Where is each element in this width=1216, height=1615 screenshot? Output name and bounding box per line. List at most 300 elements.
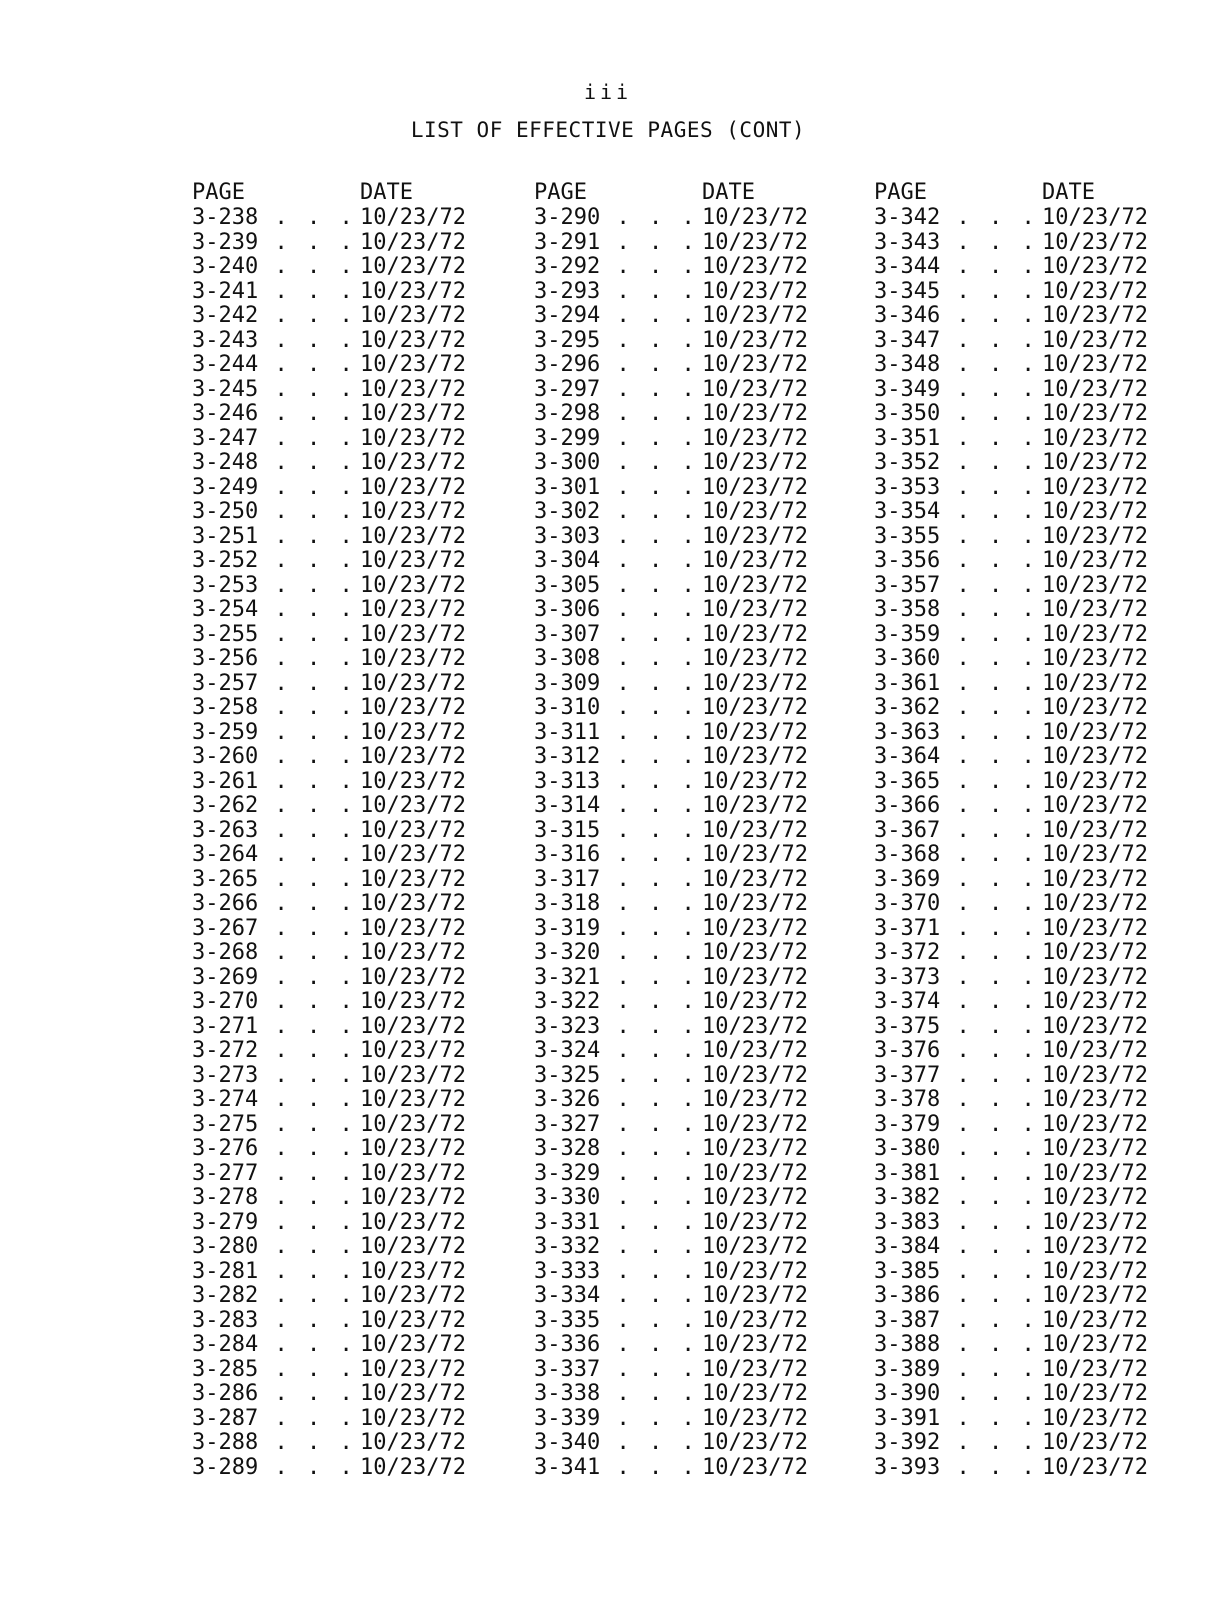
date-cell: 10/23/72 [360,1160,466,1186]
page-cell [534,500,702,525]
date-cell: 10/23/72 [1042,646,1148,671]
dot-leader: . . . [940,1111,1038,1137]
page-cell [874,1260,1042,1285]
date-cell: 10/23/72 [360,621,466,647]
date-cell: 10/23/72 [1042,303,1148,328]
table-row [192,1235,532,1260]
date-header: DATE [1042,180,1095,205]
page-cell [874,255,1042,280]
page-cell [534,1260,702,1285]
dot-leader: . . . [258,499,356,524]
date-cell: 10/23/72 [1042,1111,1148,1137]
page-cell [192,1333,360,1358]
dot-leader: . . . [258,548,356,573]
page-number-text: 3-277 [192,1160,259,1186]
page-cell [192,476,360,501]
dot-leader: . . . [258,670,356,696]
date-cell: 10/23/72 [702,1087,808,1112]
table-row [192,574,532,599]
page-cell [534,1358,702,1383]
dot-leader: . . . [258,229,356,255]
table-row [534,770,874,795]
page-cell [874,206,1042,231]
page-number-text: 3-261 [192,768,259,794]
dot-leader: . . . [600,695,698,720]
page-header: PAGE [874,180,927,205]
pages-column-1 [192,176,532,1480]
page-number-text: 3-332 [534,1234,601,1259]
table-row [874,402,1214,427]
table-row [874,280,1214,305]
table-row [534,1186,874,1211]
page-number-text: 3-301 [534,474,601,500]
date-cell: 10/23/72 [702,1307,808,1333]
table-row [534,1015,874,1040]
table-row [192,843,532,868]
table-row [874,770,1214,795]
dot-leader: . . . [600,1332,698,1357]
table-row [534,1260,874,1285]
page-cell [874,745,1042,770]
page-cell [534,623,702,648]
table-row [534,745,874,770]
dot-leader: . . . [258,572,356,598]
page-cell [534,770,702,795]
dot-leader: . . . [940,1454,1038,1480]
dot-leader: . . . [940,474,1038,500]
dot-leader: . . . [258,940,356,965]
dot-leader: . . . [940,1258,1038,1284]
table-row [192,721,532,746]
dot-leader: . . . [258,842,356,867]
dot-leader: . . . [940,768,1038,794]
date-cell: 10/23/72 [702,1111,808,1137]
page-number-text: 3-263 [192,817,259,843]
dot-leader: . . . [940,1381,1038,1406]
page-number-text: 3-308 [534,646,601,671]
page-number-text: 3-361 [874,670,941,696]
date-cell: 10/23/72 [702,842,808,867]
page-cell [192,794,360,819]
date-cell: 10/23/72 [360,989,466,1014]
table-row [874,1235,1214,1260]
page-cell [192,525,360,550]
dot-leader: . . . [940,1332,1038,1357]
dot-leader: . . . [258,744,356,769]
page-cell [192,574,360,599]
page-cell [874,329,1042,354]
page-number-text: 3-386 [874,1283,941,1308]
dot-leader: . . . [258,1381,356,1406]
page-number-text: 3-297 [534,376,601,402]
table-row [874,1358,1214,1383]
page-number-text: 3-333 [534,1258,601,1284]
page-cell [874,1088,1042,1113]
dot-leader: . . . [940,1038,1038,1063]
date-cell: 10/23/72 [1042,327,1148,353]
page-cell [534,525,702,550]
dot-leader: . . . [258,523,356,549]
page-number-text: 3-372 [874,940,941,965]
page-cell [192,1186,360,1211]
page-number-text: 3-245 [192,376,259,402]
date-cell: 10/23/72 [702,915,808,941]
page-number-text: 3-287 [192,1405,259,1431]
page-number-text: 3-266 [192,891,259,916]
table-row [874,1211,1214,1236]
dot-leader: . . . [940,621,1038,647]
dot-leader: . . . [258,303,356,328]
table-row [534,1456,874,1481]
date-cell: 10/23/72 [360,842,466,867]
dot-leader: . . . [258,768,356,794]
dot-leader: . . . [940,793,1038,818]
date-cell: 10/23/72 [1042,278,1148,304]
page-number-text: 3-392 [874,1430,941,1455]
page-number-text: 3-272 [192,1038,259,1063]
page-cell [534,280,702,305]
date-cell: 10/23/72 [702,621,808,647]
dot-leader: . . . [940,1405,1038,1431]
page-number-text: 3-290 [534,205,601,230]
table-row [192,647,532,672]
dot-leader: . . . [940,670,1038,696]
date-cell: 10/23/72 [702,1209,808,1235]
table-row [192,549,532,574]
page-cell [192,696,360,721]
date-cell: 10/23/72 [360,1136,466,1161]
page-cell [192,1309,360,1334]
date-cell: 10/23/72 [360,450,466,475]
date-cell: 10/23/72 [702,1062,808,1088]
dot-leader: . . . [600,744,698,769]
date-cell: 10/23/72 [360,915,466,941]
date-cell: 10/23/72 [1042,964,1148,990]
date-cell: 10/23/72 [1042,1136,1148,1161]
page-cell [534,1407,702,1432]
page-number-text: 3-347 [874,327,941,353]
date-cell: 10/23/72 [1042,597,1148,622]
date-cell: 10/23/72 [360,964,466,990]
page-cell [874,941,1042,966]
table-row [192,1333,532,1358]
page-number-text: 3-260 [192,744,259,769]
date-cell: 10/23/72 [702,548,808,573]
page-number-text: 3-284 [192,1332,259,1357]
table-row [192,329,532,354]
table-row [534,819,874,844]
dot-leader: . . . [600,1258,698,1284]
page-cell [534,1211,702,1236]
table-row [192,280,532,305]
page-number-text: 3-340 [534,1430,601,1455]
page-number-text: 3-382 [874,1185,941,1210]
page-cell [534,745,702,770]
page-header: PAGE [192,180,245,205]
dot-leader: . . . [940,695,1038,720]
date-cell: 10/23/72 [1042,621,1148,647]
page-number-text: 3-365 [874,768,941,794]
dot-leader: . . . [600,1160,698,1186]
dot-leader: . . . [940,1356,1038,1382]
page-cell [874,304,1042,329]
dot-leader: . . . [600,670,698,696]
dot-leader: . . . [600,376,698,402]
date-cell: 10/23/72 [360,940,466,965]
dot-leader: . . . [258,646,356,671]
dot-leader: . . . [940,205,1038,230]
page-number-text: 3-378 [874,1087,941,1112]
table-row [874,794,1214,819]
dot-leader: . . . [600,1307,698,1333]
page-number-text: 3-315 [534,817,601,843]
page-cell [192,892,360,917]
table-row [874,647,1214,672]
table-row [192,353,532,378]
dot-leader: . . . [258,695,356,720]
page-cell [874,231,1042,256]
page-cell [534,794,702,819]
page-number-text: 3-270 [192,989,259,1014]
table-row [874,990,1214,1015]
date-cell: 10/23/72 [702,523,808,549]
date-cell: 10/23/72 [702,303,808,328]
date-cell: 10/23/72 [702,1258,808,1284]
page-number-text: 3-283 [192,1307,259,1333]
table-row [192,206,532,231]
page-number-text: 3-285 [192,1356,259,1382]
dot-leader: . . . [600,572,698,598]
page-cell [192,990,360,1015]
dot-leader: . . . [940,915,1038,941]
date-cell: 10/23/72 [1042,915,1148,941]
date-cell: 10/23/72 [702,1405,808,1431]
page-number-text: 3-286 [192,1381,259,1406]
page-number-text: 3-342 [874,205,941,230]
page-cell [534,378,702,403]
page-cell [874,280,1042,305]
page-number-text: 3-323 [534,1013,601,1039]
table-row [534,451,874,476]
page-number-text: 3-264 [192,842,259,867]
page-number-text: 3-289 [192,1454,259,1480]
table-row [874,941,1214,966]
page-number-text: 3-295 [534,327,601,353]
page-cell [874,1211,1042,1236]
page-cell [874,868,1042,893]
date-cell: 10/23/72 [1042,940,1148,965]
page-number-text: 3-329 [534,1160,601,1186]
page-cell [534,1088,702,1113]
table-row [534,353,874,378]
page-cell [874,1113,1042,1138]
page-number-text: 3-374 [874,989,941,1014]
page-number-text: 3-348 [874,352,941,377]
page-number-text: 3-337 [534,1356,601,1382]
page-cell [534,1039,702,1064]
page-cell [874,770,1042,795]
date-cell: 10/23/72 [702,205,808,230]
page-number-text: 3-255 [192,621,259,647]
date-cell: 10/23/72 [1042,1013,1148,1039]
dot-leader: . . . [940,1430,1038,1455]
table-row [192,525,532,550]
table-row [192,1064,532,1089]
page-cell [534,843,702,868]
dot-leader: . . . [258,1307,356,1333]
dot-leader: . . . [258,401,356,426]
page-number-text: 3-317 [534,866,601,892]
table-row [534,206,874,231]
page-cell [534,917,702,942]
date-cell: 10/23/72 [360,1283,466,1308]
page-number-text: 3-388 [874,1332,941,1357]
date-cell: 10/23/72 [1042,499,1148,524]
page-cell [874,476,1042,501]
page-cell [874,819,1042,844]
dot-leader: . . . [600,964,698,990]
dot-leader: . . . [940,1307,1038,1333]
page-number-text: 3-244 [192,352,259,377]
date-cell: 10/23/72 [1042,229,1148,255]
table-row [874,1064,1214,1089]
table-row [874,574,1214,599]
page-number-text: 3-307 [534,621,601,647]
table-row [192,451,532,476]
dot-leader: . . . [600,817,698,843]
dot-leader: . . . [258,793,356,818]
date-cell: 10/23/72 [702,278,808,304]
page-cell [192,1137,360,1162]
dot-leader: . . . [940,401,1038,426]
date-cell: 10/23/72 [360,695,466,720]
page-cell [192,917,360,942]
table-row [534,500,874,525]
dot-leader: . . . [940,646,1038,671]
page-cell [874,917,1042,942]
table-row [874,819,1214,844]
table-row [874,1260,1214,1285]
table-row [534,721,874,746]
page-number-text: 3-343 [874,229,941,255]
page-number-text: 3-265 [192,866,259,892]
dot-leader: . . . [940,376,1038,402]
page-cell [192,672,360,697]
page-cell [874,1333,1042,1358]
page-cell [192,623,360,648]
date-cell: 10/23/72 [702,572,808,598]
date-cell: 10/23/72 [1042,572,1148,598]
page-number-text: 3-309 [534,670,601,696]
date-cell: 10/23/72 [360,891,466,916]
page-number-text: 3-390 [874,1381,941,1406]
date-cell: 10/23/72 [360,474,466,500]
dot-leader: . . . [600,254,698,279]
page-number-text: 3-304 [534,548,601,573]
date-cell: 10/23/72 [360,1454,466,1480]
date-cell: 10/23/72 [360,1062,466,1088]
table-row [534,990,874,1015]
page-number-text: 3-328 [534,1136,601,1161]
pages-column-3 [874,176,1214,1480]
page-cell [874,1235,1042,1260]
page-cell [874,1015,1042,1040]
date-cell: 10/23/72 [702,670,808,696]
dot-leader: . . . [258,866,356,892]
page-number-text: 3-376 [874,1038,941,1063]
page-cell [874,696,1042,721]
page-cell [874,1382,1042,1407]
table-row [874,966,1214,991]
page-number-text: 3-291 [534,229,601,255]
dot-leader: . . . [258,1111,356,1137]
table-row [192,672,532,697]
page-number-text: 3-316 [534,842,601,867]
date-cell: 10/23/72 [1042,474,1148,500]
page-cell [192,721,360,746]
dot-leader: . . . [258,817,356,843]
table-row [192,1407,532,1432]
table-row [874,1015,1214,1040]
table-row [192,1431,532,1456]
table-row [534,427,874,452]
page-cell [874,1162,1042,1187]
page-cell [534,598,702,623]
page-cell [534,990,702,1015]
date-cell: 10/23/72 [1042,450,1148,475]
table-row [874,476,1214,501]
page-cell [192,549,360,574]
table-row [192,1162,532,1187]
page-cell [874,721,1042,746]
page-cell [874,647,1042,672]
page-cell [874,427,1042,452]
date-cell: 10/23/72 [360,744,466,769]
table-row [874,696,1214,721]
page-cell [192,770,360,795]
page-number-text: 3-335 [534,1307,601,1333]
page-cell [534,476,702,501]
date-cell: 10/23/72 [702,1430,808,1455]
page-number-text: 3-330 [534,1185,601,1210]
dot-leader: . . . [940,352,1038,377]
page-number-text: 3-353 [874,474,941,500]
date-cell: 10/23/72 [702,1356,808,1382]
table-row [534,280,874,305]
date-cell: 10/23/72 [1042,523,1148,549]
dot-leader: . . . [940,989,1038,1014]
page-cell [874,500,1042,525]
page-number-text: 3-358 [874,597,941,622]
dot-leader: . . . [258,1087,356,1112]
date-cell: 10/23/72 [702,1136,808,1161]
table-row [874,329,1214,354]
date-cell: 10/23/72 [360,572,466,598]
dot-leader: . . . [258,474,356,500]
page-cell [534,1186,702,1211]
date-cell: 10/23/72 [360,1430,466,1455]
dot-leader: . . . [940,1136,1038,1161]
table-row [192,941,532,966]
dot-leader: . . . [600,1234,698,1259]
page-cell [874,1186,1042,1211]
table-row [534,476,874,501]
table-row [192,500,532,525]
page-number-text: 3-354 [874,499,941,524]
date-cell: 10/23/72 [702,940,808,965]
page-cell [874,1284,1042,1309]
page-number-text: 3-302 [534,499,601,524]
